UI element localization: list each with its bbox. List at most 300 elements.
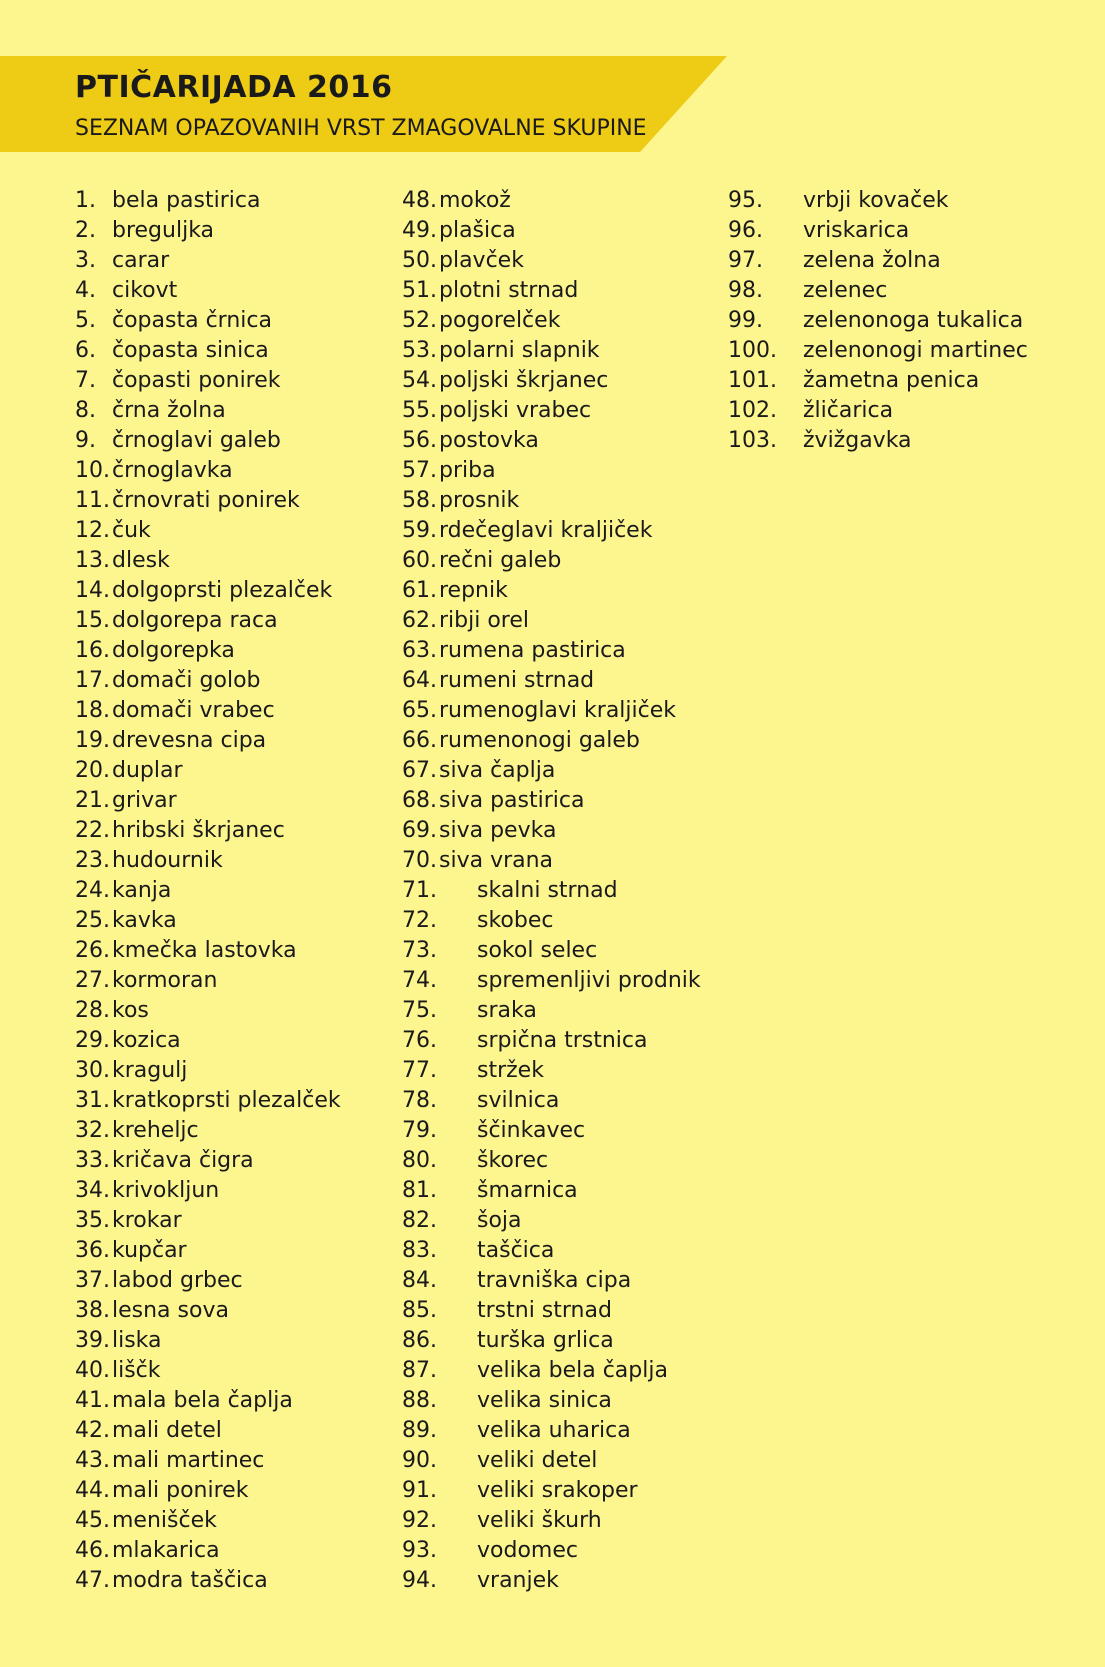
species-number: 15. (75, 608, 110, 633)
species-list-item (728, 306, 1068, 336)
species-list-item (75, 996, 395, 1026)
species-number: 50. (402, 248, 437, 273)
species-column-1 (75, 186, 395, 1596)
species-number: 23. (75, 848, 110, 873)
species-list-item (75, 666, 395, 696)
species-name: kreheljc (112, 1118, 199, 1143)
species-name: čopasta sinica (112, 338, 269, 363)
species-name: siva pevka (439, 818, 557, 843)
species-name: lesna sova (112, 1298, 229, 1323)
species-number: 98. (728, 278, 763, 303)
species-name: črnoglavka (112, 458, 233, 483)
species-number: 53. (402, 338, 437, 363)
species-name: prosnik (439, 488, 520, 513)
species-name: priba (439, 458, 496, 483)
species-name: modra taščica (112, 1568, 268, 1593)
species-name: postovka (439, 428, 539, 453)
species-name: zelenonogi martinec (803, 338, 1028, 363)
species-number: 6. (75, 338, 96, 363)
species-list-item (402, 846, 702, 876)
species-number: 67. (402, 758, 437, 783)
species-name: dolgoprsti plezalček (112, 578, 333, 603)
species-name: zelenonoga tukalica (803, 308, 1024, 333)
species-number: 2. (75, 218, 96, 243)
species-list-item (75, 756, 395, 786)
species-number: 43. (75, 1448, 110, 1473)
species-number: 42. (75, 1418, 110, 1443)
species-number: 82. (402, 1208, 437, 1233)
species-number: 56. (402, 428, 437, 453)
species-number: 95. (728, 188, 763, 213)
species-list-item (75, 696, 395, 726)
species-name: stržek (477, 1058, 544, 1083)
species-name: mala bela čaplja (112, 1388, 293, 1413)
species-number: 97. (728, 248, 763, 273)
species-list-item (402, 1116, 702, 1146)
species-name: velika sinica (477, 1388, 612, 1413)
species-list-item (402, 276, 702, 306)
species-name: rumenoglavi kraljiček (439, 698, 677, 723)
species-list-item (402, 336, 702, 366)
species-number: 64. (402, 668, 437, 693)
species-list-item (402, 396, 702, 426)
species-list-item (402, 996, 702, 1026)
species-name: skobec (477, 908, 554, 933)
species-list-item (402, 1236, 702, 1266)
species-list-item (402, 1266, 702, 1296)
species-list-item (75, 1056, 395, 1086)
species-number: 102. (728, 398, 777, 423)
species-list-item (402, 876, 702, 906)
species-name: kanja (112, 878, 172, 903)
species-number: 70. (402, 848, 437, 873)
species-name: repnik (439, 578, 508, 603)
species-name: polarni slapnik (439, 338, 600, 363)
species-list-item (75, 1146, 395, 1176)
species-number: 80. (402, 1148, 437, 1173)
species-list-item (402, 246, 702, 276)
species-number: 51. (402, 278, 437, 303)
species-number: 77. (402, 1058, 437, 1083)
species-number: 57. (402, 458, 437, 483)
species-list-item (75, 1086, 395, 1116)
species-number: 26. (75, 938, 110, 963)
species-list-item (75, 906, 395, 936)
species-number: 10. (75, 458, 110, 483)
species-number: 90. (402, 1448, 437, 1473)
species-number: 19. (75, 728, 110, 753)
species-name: velika uharica (477, 1418, 631, 1443)
species-list-item (75, 486, 395, 516)
species-list-item (402, 1506, 702, 1536)
species-name: zelena žolna (803, 248, 941, 273)
species-name: vriskarica (803, 218, 910, 243)
species-name: liska (112, 1328, 162, 1353)
species-list-item (75, 1296, 395, 1326)
species-number: 91. (402, 1478, 437, 1503)
species-list-item (75, 1566, 395, 1596)
species-list-item (75, 1176, 395, 1206)
species-name: pogorelček (439, 308, 561, 333)
species-name: čopasta črnica (112, 308, 272, 333)
species-number: 44. (75, 1478, 110, 1503)
species-number: 25. (75, 908, 110, 933)
species-name: vodomec (477, 1538, 578, 1563)
species-list-item (402, 1566, 702, 1596)
species-number: 71. (402, 878, 437, 903)
species-list-item (75, 216, 395, 246)
species-number: 78. (402, 1088, 437, 1113)
species-name: kragulj (112, 1058, 188, 1083)
species-name: škorec (477, 1148, 549, 1173)
species-name: domači vrabec (112, 698, 275, 723)
species-number: 16. (75, 638, 110, 663)
species-list-item (75, 1446, 395, 1476)
species-list-item (75, 1536, 395, 1566)
species-number: 20. (75, 758, 110, 783)
species-number: 101. (728, 368, 777, 393)
species-name: ščinkavec (477, 1118, 586, 1143)
species-name: carar (112, 248, 170, 273)
species-number: 87. (402, 1358, 437, 1383)
species-name: črnoglavi galeb (112, 428, 281, 453)
species-column-2 (402, 186, 702, 1596)
species-list-item (402, 966, 702, 996)
species-number: 39. (75, 1328, 110, 1353)
species-list-item (402, 726, 702, 756)
species-name: ribji orel (439, 608, 530, 633)
species-number: 83. (402, 1238, 437, 1263)
species-name: šmarnica (477, 1178, 578, 1203)
species-list-item (75, 366, 395, 396)
species-list-item (402, 546, 702, 576)
species-list-item (75, 1356, 395, 1386)
species-number: 54. (402, 368, 437, 393)
species-name: siva čaplja (439, 758, 556, 783)
species-name: domači golob (112, 668, 261, 693)
species-list-item (75, 936, 395, 966)
species-list-item (728, 396, 1068, 426)
species-number: 33. (75, 1148, 110, 1173)
species-number: 36. (75, 1238, 110, 1263)
species-list-item (402, 1296, 702, 1326)
species-name: mali ponirek (112, 1478, 249, 1503)
species-number: 48. (402, 188, 437, 213)
species-list-item (402, 1416, 702, 1446)
species-list-item (75, 876, 395, 906)
species-list-item (402, 1356, 702, 1386)
species-name: kratkoprsti plezalček (112, 1088, 341, 1113)
species-number: 22. (75, 818, 110, 843)
species-name: grivar (112, 788, 177, 813)
species-list-item (728, 276, 1068, 306)
species-number: 9. (75, 428, 96, 453)
species-number: 74. (402, 968, 437, 993)
species-list-item (75, 336, 395, 366)
species-number: 96. (728, 218, 763, 243)
species-list-item (728, 366, 1068, 396)
species-list-item (402, 1476, 702, 1506)
species-name: krivokljun (112, 1178, 220, 1203)
species-list-item (75, 1326, 395, 1356)
species-list-item (402, 516, 702, 546)
species-name: bela pastirica (112, 188, 261, 213)
species-name: cikovt (112, 278, 178, 303)
species-list-item (75, 396, 395, 426)
species-list-item (75, 636, 395, 666)
species-name: breguljka (112, 218, 215, 243)
species-number: 21. (75, 788, 110, 813)
species-number: 85. (402, 1298, 437, 1323)
species-number: 45. (75, 1508, 110, 1533)
species-name: mlakarica (112, 1538, 220, 1563)
species-list-item (402, 456, 702, 486)
species-number: 47. (75, 1568, 110, 1593)
species-number: 12. (75, 518, 110, 543)
species-number: 8. (75, 398, 96, 423)
species-list-item (402, 1146, 702, 1176)
species-name: kričava čigra (112, 1148, 254, 1173)
species-name: črna žolna (112, 398, 226, 423)
species-number: 14. (75, 578, 110, 603)
species-number: 76. (402, 1028, 437, 1053)
species-list-item (402, 306, 702, 336)
species-name: dolgorepa raca (112, 608, 278, 633)
species-name: čopasti ponirek (112, 368, 281, 393)
species-name: veliki škurh (477, 1508, 602, 1533)
species-name: žvižgavka (803, 428, 912, 453)
species-list-item (402, 756, 702, 786)
species-number: 94. (402, 1568, 437, 1593)
species-list-item (75, 456, 395, 486)
species-number: 100. (728, 338, 777, 363)
species-name: hudournik (112, 848, 223, 873)
species-number: 24. (75, 878, 110, 903)
species-list-item (75, 1386, 395, 1416)
species-name: rumenonogi galeb (439, 728, 640, 753)
species-name: trstni strnad (477, 1298, 612, 1323)
species-list-item (75, 1026, 395, 1056)
species-list-item (75, 1236, 395, 1266)
species-name: črnovrati ponirek (112, 488, 300, 513)
species-number: 35. (75, 1208, 110, 1233)
species-list-item (402, 1086, 702, 1116)
species-name: vranjek (477, 1568, 559, 1593)
species-number: 18. (75, 698, 110, 723)
species-number: 99. (728, 308, 763, 333)
species-number: 60. (402, 548, 437, 573)
species-name: zelenec (803, 278, 888, 303)
species-name: siva pastirica (439, 788, 585, 813)
species-number: 84. (402, 1268, 437, 1293)
species-number: 61. (402, 578, 437, 603)
species-list-item (402, 576, 702, 606)
species-list-item (402, 936, 702, 966)
species-name: turška grlica (477, 1328, 614, 1353)
species-list-item (75, 846, 395, 876)
species-list-item (402, 186, 702, 216)
species-number: 46. (75, 1538, 110, 1563)
species-list-item (402, 666, 702, 696)
species-list-item (75, 246, 395, 276)
species-list-item (75, 186, 395, 216)
species-list-item (402, 906, 702, 936)
species-name: svilnica (477, 1088, 560, 1113)
species-number: 4. (75, 278, 96, 303)
species-number: 63. (402, 638, 437, 663)
species-name: rdečeglavi kraljiček (439, 518, 653, 543)
species-list-item (728, 336, 1068, 366)
species-list-item (402, 1056, 702, 1086)
species-number: 79. (402, 1118, 437, 1143)
species-name: kavka (112, 908, 177, 933)
species-number: 65. (402, 698, 437, 723)
species-name: duplar (112, 758, 183, 783)
species-name: kozica (112, 1028, 181, 1053)
species-name: veliki detel (477, 1448, 598, 1473)
species-number: 69. (402, 818, 437, 843)
species-number: 49. (402, 218, 437, 243)
species-list-item (402, 1386, 702, 1416)
species-name: taščica (477, 1238, 555, 1263)
species-name: čuk (112, 518, 151, 543)
species-number: 29. (75, 1028, 110, 1053)
species-number: 11. (75, 488, 110, 513)
species-name: žametna penica (803, 368, 980, 393)
species-list-item (402, 366, 702, 396)
species-name: sraka (477, 998, 537, 1023)
species-list-item (402, 486, 702, 516)
species-name: žličarica (803, 398, 894, 423)
species-list-item (402, 786, 702, 816)
species-list-item (402, 606, 702, 636)
species-name: plašica (439, 218, 516, 243)
species-number: 81. (402, 1178, 437, 1203)
species-list-item (75, 306, 395, 336)
species-list-item (402, 1176, 702, 1206)
species-name: travniška cipa (477, 1268, 632, 1293)
species-name: krokar (112, 1208, 182, 1233)
species-number: 32. (75, 1118, 110, 1143)
species-list-item (75, 966, 395, 996)
species-number: 89. (402, 1418, 437, 1443)
species-list-item (75, 576, 395, 606)
species-name: dlesk (112, 548, 170, 573)
species-list-item (75, 546, 395, 576)
species-list-item (402, 816, 702, 846)
species-list-item (75, 516, 395, 546)
species-list-item (402, 696, 702, 726)
species-list-item (402, 216, 702, 246)
species-list-item (728, 216, 1068, 246)
species-name: rumeni strnad (439, 668, 595, 693)
species-number: 86. (402, 1328, 437, 1353)
species-name: plotni strnad (439, 278, 579, 303)
species-name: veliki srakoper (477, 1478, 638, 1503)
species-number: 68. (402, 788, 437, 813)
species-name: kos (112, 998, 149, 1023)
species-name: dolgorepka (112, 638, 235, 663)
species-list-item (75, 1116, 395, 1146)
species-number: 73. (402, 938, 437, 963)
species-name: menišček (112, 1508, 217, 1533)
species-name: kormoran (112, 968, 218, 993)
species-name: hribski škrjanec (112, 818, 285, 843)
species-number: 59. (402, 518, 437, 543)
species-list-item (75, 1506, 395, 1536)
species-name: liščk (112, 1358, 161, 1383)
species-number: 75. (402, 998, 437, 1023)
species-name: plavček (439, 248, 524, 273)
species-name: šoja (477, 1208, 522, 1233)
species-number: 5. (75, 308, 96, 333)
species-number: 62. (402, 608, 437, 633)
species-name: vrbji kovaček (803, 188, 949, 213)
species-name: rumena pastirica (439, 638, 626, 663)
species-list-item (75, 426, 395, 456)
species-name: srpična trstnica (477, 1028, 648, 1053)
species-list-item (75, 816, 395, 846)
species-name: drevesna cipa (112, 728, 267, 753)
species-list-item (402, 1446, 702, 1476)
species-name: skalni strnad (477, 878, 618, 903)
species-number: 31. (75, 1088, 110, 1113)
species-name: velika bela čaplja (477, 1358, 668, 1383)
species-list-item (402, 1326, 702, 1356)
species-list-item (75, 1476, 395, 1506)
species-number: 34. (75, 1178, 110, 1203)
species-number: 7. (75, 368, 96, 393)
species-number: 17. (75, 668, 110, 693)
species-number: 93. (402, 1538, 437, 1563)
species-list-item (75, 1266, 395, 1296)
species-number: 1. (75, 188, 96, 213)
species-number: 52. (402, 308, 437, 333)
species-number: 58. (402, 488, 437, 513)
species-name: sokol selec (477, 938, 598, 963)
species-number: 38. (75, 1298, 110, 1323)
species-list-item (75, 276, 395, 306)
species-list-item (402, 1536, 702, 1566)
species-name: rečni galeb (439, 548, 562, 573)
species-number: 88. (402, 1388, 437, 1413)
species-number: 92. (402, 1508, 437, 1533)
species-list-item (75, 1206, 395, 1236)
page-subtitle: SEZNAM OPAZOVANIH VRST ZMAGOVALNE SKUPINE (75, 116, 647, 141)
species-number: 66. (402, 728, 437, 753)
species-list-item (75, 1416, 395, 1446)
species-column-3 (728, 186, 1068, 456)
species-name: mali detel (112, 1418, 222, 1443)
species-list-item (75, 726, 395, 756)
species-number: 40. (75, 1358, 110, 1383)
species-number: 72. (402, 908, 437, 933)
species-number: 27. (75, 968, 110, 993)
species-list-item (728, 426, 1068, 456)
species-number: 3. (75, 248, 96, 273)
species-number: 30. (75, 1058, 110, 1083)
species-list-item (728, 186, 1068, 216)
species-number: 28. (75, 998, 110, 1023)
species-number: 37. (75, 1268, 110, 1293)
species-number: 55. (402, 398, 437, 423)
species-name: siva vrana (439, 848, 554, 873)
species-list-item (402, 1026, 702, 1056)
species-name: spremenljivi prodnik (477, 968, 701, 993)
species-name: mali martinec (112, 1448, 265, 1473)
species-number: 41. (75, 1388, 110, 1413)
species-number: 103. (728, 428, 777, 453)
